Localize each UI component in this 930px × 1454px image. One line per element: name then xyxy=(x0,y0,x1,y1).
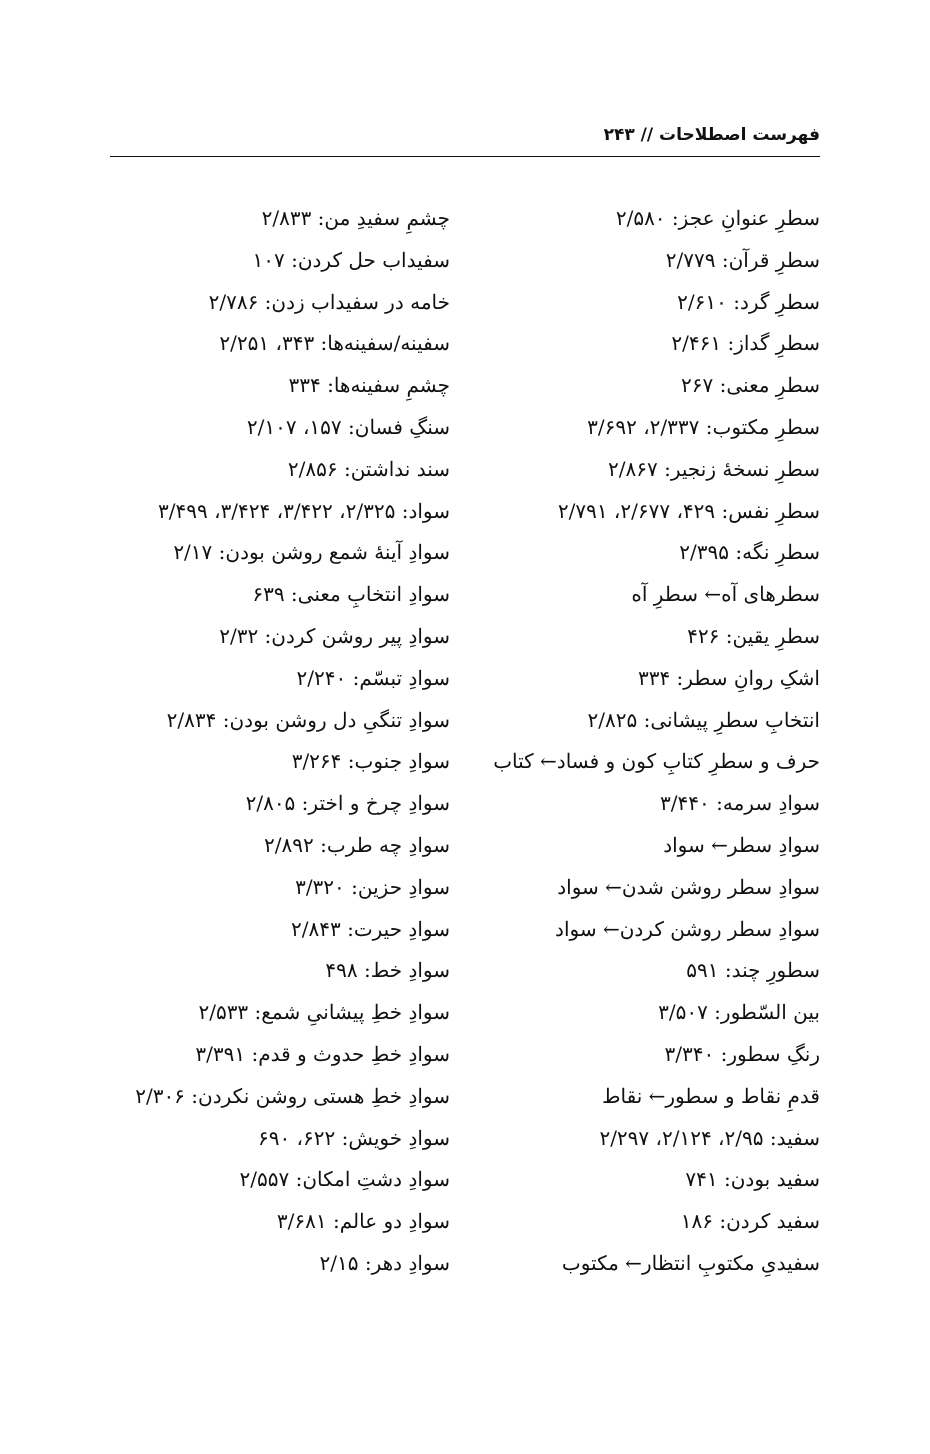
index-entry: سوادِ تنگیِ دل روشن بودن: ۲/۸۳۴ xyxy=(166,707,450,732)
index-entry: سوادِ سطر روشن کردن← سواد xyxy=(555,916,820,941)
index-entry: سوادِ سرمه: ۳/۴۴۰ xyxy=(660,791,820,816)
index-entry: سوادِ آینهٔ شمع روشن بودن: ۲/۱۷ xyxy=(173,540,450,565)
index-entry: سطرهای آه← سطرِ آه xyxy=(631,582,820,607)
index-entry: سفید کردن: ۱۸۶ xyxy=(680,1209,820,1234)
index-entry: سطرِ مکتوب: ۲/۳۳۷، ۳/۶۹۲ xyxy=(587,414,820,439)
index-entry: سوادِ خط: ۴۹۸ xyxy=(325,958,450,983)
index-column-right xyxy=(460,198,820,1285)
index-entry: سطورِ چند: ۵۹۱ xyxy=(686,958,820,983)
index-entry: سوادِ سطر روشن شدن← سواد xyxy=(557,874,820,899)
index-entry: سوادِ جنوب: ۳/۲۶۴ xyxy=(291,749,450,774)
index-entry: سوادِ دو عالم: ۳/۶۸۱ xyxy=(276,1209,450,1234)
index-entry: خامه در سفیداب زدن: ۲/۷۸۶ xyxy=(208,289,450,314)
index-entry: سفیدیِ مکتوبِ انتظار← مکتوب xyxy=(561,1250,820,1275)
index-entry: سوادِ چرخ و اختر: ۲/۸۰۵ xyxy=(245,791,450,816)
index-entry: چشمِ سفینه‌ها: ۳۳۴ xyxy=(288,373,450,398)
index-entry: سفیداب حل کردن: ۱۰۷ xyxy=(252,247,450,272)
index-entry: سند نداشتن: ۲/۸۵۶ xyxy=(287,456,450,481)
index-entry: سفید: ۲/۹۵، ۲/۱۲۴، ۲/۲۹۷ xyxy=(599,1125,820,1150)
index-entry: سطرِ معنی: ۲۶۷ xyxy=(681,373,820,398)
index-entry: سطرِ گداز: ۲/۴۶۱ xyxy=(671,331,820,356)
index-entry: سطرِ نسخهٔ زنجیر: ۲/۸۶۷ xyxy=(608,456,820,481)
index-entry: سوادِ پیر روشن کردن: ۲/۳۲ xyxy=(219,623,450,648)
index-entry: سواد: ۲/۳۲۵، ۳/۴۲۲، ۳/۴۲۴، ۳/۴۹۹ xyxy=(158,498,450,523)
index-column-left xyxy=(80,198,450,1285)
index-entry: سطرِ قرآن: ۲/۷۷۹ xyxy=(665,247,820,272)
index-entry: سفینه/سفینه‌ها: ۳۴۳، ۲/۲۵۱ xyxy=(219,331,450,356)
index-entry: سنگِ فسان: ۱۵۷، ۲/۱۰۷ xyxy=(246,414,450,439)
index-entry: اشکِ روانِ سطر: ۳۳۴ xyxy=(637,665,820,690)
index-entry: چشمِ سفیدِ من: ۲/۸۳۳ xyxy=(261,206,450,230)
index-entry: سوادِ خطِ هستی روشن نکردن: ۲/۳۰۶ xyxy=(135,1083,450,1108)
index-entry: سطرِ نگه: ۲/۳۹۵ xyxy=(679,540,820,565)
index-entry: سطرِ نفس: ۴۲۹، ۲/۶۷۷، ۲/۷۹۱ xyxy=(557,498,820,523)
index-entry: سوادِ حزین: ۳/۳۲۰ xyxy=(295,874,450,899)
index-entry: سوادِ خویش: ۶۲۲، ۶۹۰ xyxy=(257,1125,450,1150)
index-entry: سطرِ گرد: ۲/۶۱۰ xyxy=(677,289,820,314)
index-entry: سفید بودن: ۷۴۱ xyxy=(685,1167,820,1192)
index-entry: سوادِ تبسّم: ۲/۲۴۰ xyxy=(296,665,450,690)
index-entry: سوادِ دهر: ۲/۱۵ xyxy=(319,1250,450,1275)
index-entry: رنگِ سطور: ۳/۳۴۰ xyxy=(664,1041,820,1066)
index-entry: سوادِ انتخابِ معنی: ۶۳۹ xyxy=(252,582,450,607)
index-entry: انتخابِ سطرِ پیشانی: ۲/۸۲۵ xyxy=(587,707,820,732)
index-entry: سوادِ حیرت: ۲/۸۴۳ xyxy=(291,916,450,941)
index-entry: بین السّطور: ۳/۵۰۷ xyxy=(658,1000,820,1025)
index-entry: سوادِ دشتِ امکان: ۲/۵۵۷ xyxy=(239,1167,450,1192)
index-entry: سطرِ یقین: ۴۲۶ xyxy=(687,623,820,648)
running-header xyxy=(110,120,820,157)
index-entry: سوادِ خطِ حدوث و قدم: ۳/۳۹۱ xyxy=(195,1041,450,1066)
index-entry: سوادِ خطِ پیشانیِ شمع: ۲/۵۳۳ xyxy=(198,1000,450,1025)
running-title: فهرست اصطلاحات // ۲۴۳ xyxy=(603,125,820,145)
index-entry: قدمِ نقاط و سطور← نقاط xyxy=(602,1083,820,1108)
index-entry: سوادِ سطر← سواد xyxy=(663,832,820,857)
index-entry: سطرِ عنوانِ عجز: ۲/۵۸۰ xyxy=(615,206,820,230)
index-entry: حرف و سطرِ کتابِ کون و فساد← کتاب xyxy=(493,749,820,774)
index-entry: سوادِ چه طرب: ۲/۸۹۲ xyxy=(264,832,450,857)
